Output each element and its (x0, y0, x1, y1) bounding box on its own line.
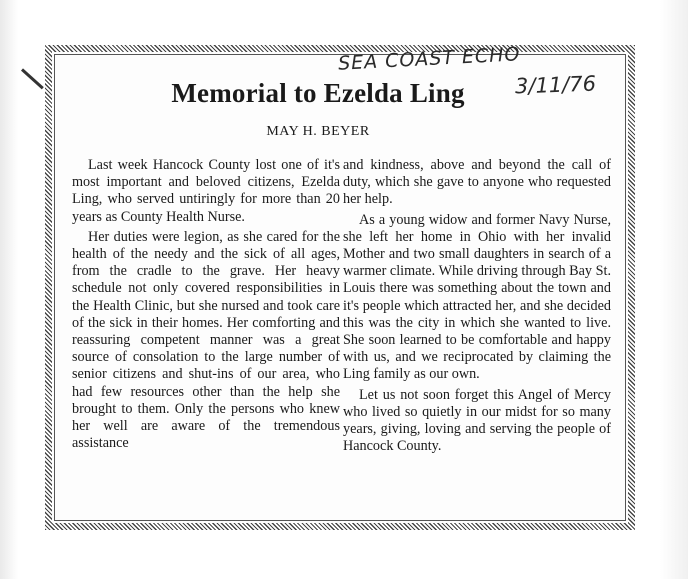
article-column-left (72, 157, 340, 455)
article-byline: MAY H. BEYER (266, 124, 370, 139)
article-title: Memorial to Ezelda Ling (171, 78, 465, 108)
handwritten-date: 3/11/76 (514, 71, 597, 99)
handwritten-publication: SEA COAST ECHO (337, 43, 521, 75)
paragraph: As a young widow and former Navy Nurse, she left her home in Ohio with her invalid Mother and two small daughters in search of a warmer climate. While driving through Bay St. Louis there was something about the town and it's people which attracted her, and she decided this was the city in which she wanted to live. She soon learned to be comfortable and happy with us, and we reciprocated by claiming the Ling family as our own. (343, 211, 611, 383)
paragraph: Let us not soon forget this Angel of Mercy who lived so quietly in our midst for so many years, giving, loving and serving the people of Hancock County. (343, 386, 611, 455)
paragraph: Last week Hancock County lost one of it's most important and beloved citizens, Ezelda Ling, who served untiringly for more than 20 years as County Health Nurse. (72, 157, 340, 225)
paragraph: and kindness, above and beyond the call of duty, which she gave to anyone who requested her help. (343, 157, 611, 208)
article-column-right (343, 157, 611, 458)
paragraph: Her duties were legion, as she cared for the health of the needy and the sick of all ages, from the cradle to the grave. Her heavy schedule not only covered responsibilities in the Health Clinic, but she nursed and took care of the sick in their homes. Her comforting and reassuring competent manner was a great source of consolation to the large number of senior citizens and shut-ins of our area, who had few resources other than the help she brought to them. Only the persons who knew her well are aware of the tremendous assistance (72, 228, 340, 452)
